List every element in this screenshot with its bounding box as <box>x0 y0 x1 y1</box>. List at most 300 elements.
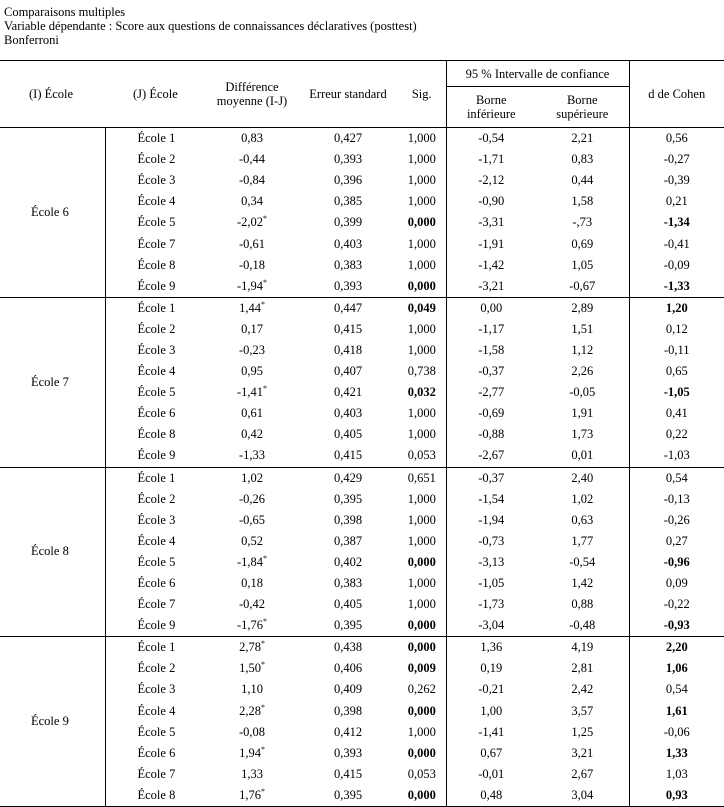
multiple-comparisons-table <box>0 60 724 807</box>
cell-upper-bound <box>536 764 629 785</box>
table-row <box>0 615 724 637</box>
cell-school-j <box>105 679 206 700</box>
table-row <box>0 297 724 319</box>
cell-mean-difference-value: -0,84 <box>238 173 266 188</box>
cell-cohen-d <box>629 785 724 807</box>
cell-lower-bound-value: -2,12 <box>478 173 505 188</box>
cell-lower-bound <box>446 722 536 743</box>
cell-upper-bound-value: 2,81 <box>571 661 594 676</box>
cell-sig <box>398 149 446 170</box>
table-row <box>0 170 724 191</box>
cell-lower-bound <box>446 233 536 254</box>
cell-lower-bound-value: -1,94 <box>478 512 505 527</box>
significance-star: * <box>263 553 268 563</box>
cell-cohen-d <box>629 170 724 191</box>
cell-sig <box>398 637 446 659</box>
cell-school-j-value: École 1 <box>137 640 176 655</box>
cell-cohen-d <box>629 361 724 382</box>
significance-star: * <box>263 277 268 287</box>
cell-std-error <box>298 552 398 573</box>
cell-upper-bound-value: 0,44 <box>571 173 594 188</box>
cell-upper-bound-value: 3,21 <box>571 745 594 760</box>
cell-sig-value: 0,000 <box>407 703 436 718</box>
table-row <box>0 701 724 722</box>
cell-sig <box>398 764 446 785</box>
header-std-error: Erreur standard <box>309 87 387 101</box>
cell-std-error <box>298 382 398 403</box>
cell-cohen-d-value: -0,93 <box>663 618 690 633</box>
cell-upper-bound-value: 2,21 <box>571 131 594 146</box>
cell-mean-difference-value: -0,08 <box>238 724 266 739</box>
cell-std-error <box>298 679 398 700</box>
cell-school-j-value: École 4 <box>137 703 176 718</box>
cell-std-error <box>298 276 398 298</box>
group-school-9 <box>0 637 724 807</box>
cell-lower-bound-value: 0,00 <box>480 300 503 315</box>
cell-mean-difference <box>206 403 298 424</box>
cell-cohen-d <box>629 679 724 700</box>
cell-lower-bound-value: -0,37 <box>478 470 505 485</box>
cell-sig-value: 1,000 <box>407 512 436 527</box>
cell-sig <box>398 467 446 489</box>
cell-school-j <box>105 170 206 191</box>
cell-upper-bound-value: 1,02 <box>571 491 594 506</box>
cell-mean-difference <box>206 424 298 445</box>
cell-school-j <box>105 361 206 382</box>
cell-sig-value: 0,738 <box>407 364 436 379</box>
cell-mean-difference-value: -0,61 <box>238 236 266 251</box>
cell-upper-bound-value: 1,12 <box>571 342 594 357</box>
cell-sig-value: 0,000 <box>407 278 436 293</box>
cell-school-j-value: École 9 <box>137 278 176 293</box>
group-school-6 <box>0 128 724 298</box>
cell-upper-bound <box>536 382 629 403</box>
cell-sig-value: 0,000 <box>407 618 436 633</box>
cell-sig <box>398 319 446 340</box>
cell-lower-bound-value: -0,69 <box>478 406 505 421</box>
cell-sig-value: 1,000 <box>407 257 436 272</box>
cell-school-j-value: École 3 <box>137 342 176 357</box>
cell-upper-bound-value: 2,40 <box>571 470 594 485</box>
cell-upper-bound <box>536 594 629 615</box>
cell-upper-bound-value: -,73 <box>572 215 593 230</box>
cell-sig <box>398 510 446 531</box>
cell-school-i: École 8 <box>0 467 105 637</box>
cell-upper-bound <box>536 445 629 467</box>
cell-std-error-value: 0,395 <box>333 787 363 802</box>
cell-school-j <box>105 403 206 424</box>
cell-mean-difference-value: 0,18 <box>241 576 263 591</box>
cell-sig <box>398 552 446 573</box>
cell-lower-bound <box>446 764 536 785</box>
cell-cohen-d-value: -0,39 <box>663 173 690 188</box>
cell-upper-bound <box>536 170 629 191</box>
cell-lower-bound-value: -1,91 <box>478 236 505 251</box>
cell-mean-difference-value: 0,52 <box>241 533 263 548</box>
cell-school-j-value: École 2 <box>137 152 176 167</box>
cell-mean-difference-value: -1,84 <box>236 554 264 569</box>
cell-school-j <box>105 297 206 319</box>
cell-std-error <box>298 637 398 659</box>
cell-mean-difference-value: 1,76 <box>239 787 261 802</box>
cell-std-error-value: 0,405 <box>333 427 363 442</box>
cell-sig-value: 1,000 <box>407 152 436 167</box>
cell-std-error <box>298 255 398 276</box>
cell-std-error-value: 0,406 <box>333 661 363 676</box>
cell-school-j-value: École 2 <box>137 491 176 506</box>
cell-mean-difference <box>206 191 298 212</box>
cell-std-error <box>298 510 398 531</box>
cell-std-error-value: 0,385 <box>333 194 363 209</box>
cell-lower-bound <box>446 149 536 170</box>
cell-cohen-d-value: 0,65 <box>665 364 688 379</box>
table-row <box>0 573 724 594</box>
cell-mean-difference-value: -0,18 <box>238 257 266 272</box>
cell-sig-value: 1,000 <box>407 342 436 357</box>
table-row <box>0 510 724 531</box>
cell-upper-bound <box>536 149 629 170</box>
cell-sig <box>398 489 446 510</box>
cell-school-j <box>105 191 206 212</box>
cell-lower-bound <box>446 212 536 233</box>
cell-mean-difference-value: -0,26 <box>238 491 266 506</box>
cell-upper-bound-value: 1,91 <box>571 406 594 421</box>
cell-lower-bound <box>446 531 536 552</box>
cell-sig <box>398 191 446 212</box>
cell-school-j-value: École 5 <box>137 215 176 230</box>
cell-sig-value: 0,000 <box>407 787 436 802</box>
cell-std-error-value: 0,398 <box>333 703 363 718</box>
header-mean-difference-line1: Différence <box>225 80 279 94</box>
cell-lower-bound <box>446 615 536 637</box>
cell-mean-difference <box>206 637 298 659</box>
cell-sig <box>398 297 446 319</box>
cell-lower-bound <box>446 403 536 424</box>
cell-cohen-d <box>629 340 724 361</box>
cell-mean-difference-value: 1,44 <box>239 300 261 315</box>
cell-mean-difference-value: -1,41 <box>236 385 264 400</box>
cell-mean-difference <box>206 658 298 679</box>
cell-cohen-d-value: 2,20 <box>665 640 688 655</box>
table-row <box>0 637 724 659</box>
cell-lower-bound-value: -0,73 <box>478 533 505 548</box>
cell-sig-value: 0,053 <box>407 448 436 463</box>
cell-school-j-value: École 7 <box>137 236 176 251</box>
cell-mean-difference <box>206 445 298 467</box>
cell-std-error-value: 0,395 <box>333 618 363 633</box>
cell-lower-bound-value: -0,21 <box>478 682 505 697</box>
cell-sig-value: 0,000 <box>407 215 436 230</box>
cell-cohen-d <box>629 552 724 573</box>
cell-cohen-d-value: 1,03 <box>665 766 688 781</box>
cell-cohen-d <box>629 722 724 743</box>
cell-cohen-d <box>629 424 724 445</box>
cell-std-error <box>298 212 398 233</box>
header-mean-difference <box>206 61 298 128</box>
cell-std-error-value: 0,418 <box>333 342 363 357</box>
cell-school-j <box>105 255 206 276</box>
cell-cohen-d-value: 1,20 <box>665 300 688 315</box>
cell-mean-difference <box>206 531 298 552</box>
cell-mean-difference-value: 1,50 <box>239 661 261 676</box>
cell-std-error <box>298 615 398 637</box>
cell-cohen-d-value: 0,56 <box>665 131 688 146</box>
cell-cohen-d <box>629 445 724 467</box>
cell-school-j-value: École 7 <box>137 766 176 781</box>
cell-school-j-value: École 5 <box>137 385 176 400</box>
cell-mean-difference-value: -2,02 <box>236 215 264 230</box>
cell-school-j-value: École 2 <box>137 321 176 336</box>
cell-cohen-d-value: 0,22 <box>665 427 688 442</box>
table-row <box>0 531 724 552</box>
cell-lower-bound-value: -0,90 <box>478 194 505 209</box>
cell-cohen-d-value: -1,34 <box>663 215 690 230</box>
cell-lower-bound <box>446 467 536 489</box>
cell-lower-bound <box>446 382 536 403</box>
cell-lower-bound-value: -3,04 <box>478 618 505 633</box>
cell-sig-value: 0,000 <box>407 640 436 655</box>
cell-upper-bound <box>536 255 629 276</box>
cell-std-error-value: 0,399 <box>333 215 363 230</box>
cell-cohen-d <box>629 615 724 637</box>
table-row <box>0 149 724 170</box>
cell-school-j-value: École 4 <box>137 194 176 209</box>
table-row <box>0 552 724 573</box>
cell-cohen-d-value: 1,33 <box>665 745 688 760</box>
cell-std-error-value: 0,421 <box>333 385 363 400</box>
table-row <box>0 489 724 510</box>
table-row <box>0 361 724 382</box>
cell-upper-bound-value: 2,89 <box>571 300 594 315</box>
table-row <box>0 722 724 743</box>
cell-lower-bound <box>446 594 536 615</box>
cell-std-error <box>298 128 398 150</box>
cell-cohen-d <box>629 573 724 594</box>
cell-sig-value: 0,049 <box>407 300 436 315</box>
cell-sig <box>398 170 446 191</box>
cell-upper-bound-value: 2,42 <box>571 682 594 697</box>
table-row <box>0 382 724 403</box>
cell-std-error-value: 0,396 <box>333 173 363 188</box>
cell-mean-difference <box>206 382 298 403</box>
cell-sig <box>398 594 446 615</box>
cell-sig-value: 1,000 <box>407 321 436 336</box>
cell-cohen-d-value: 0,54 <box>665 682 688 697</box>
cell-cohen-d-value: -0,26 <box>663 512 690 527</box>
cell-upper-bound-value: 4,19 <box>571 640 594 655</box>
cell-cohen-d <box>629 510 724 531</box>
cell-cohen-d <box>629 403 724 424</box>
cell-cohen-d-value: 0,09 <box>665 576 688 591</box>
cell-lower-bound-value: -3,21 <box>478 278 505 293</box>
cell-lower-bound <box>446 276 536 298</box>
cell-lower-bound-value: -1,05 <box>478 576 505 591</box>
cell-std-error <box>298 149 398 170</box>
header-mean-difference-line2: moyenne (I-J) <box>216 94 288 108</box>
cell-lower-bound <box>446 170 536 191</box>
cell-upper-bound <box>536 233 629 254</box>
cell-school-j <box>105 615 206 637</box>
cell-school-j-value: École 6 <box>137 745 176 760</box>
cell-mean-difference <box>206 701 298 722</box>
cell-cohen-d-value: -0,11 <box>663 342 690 357</box>
cell-std-error <box>298 403 398 424</box>
table-row <box>0 764 724 785</box>
cell-mean-difference-value: 0,83 <box>241 131 263 146</box>
cell-mean-difference-value: 0,42 <box>241 427 263 442</box>
cell-mean-difference <box>206 594 298 615</box>
cell-upper-bound <box>536 489 629 510</box>
cell-mean-difference <box>206 170 298 191</box>
caption-title: Comparaisons multiples <box>4 5 126 19</box>
cell-std-error-value: 0,427 <box>333 131 363 146</box>
cell-school-j-value: École 8 <box>137 427 176 442</box>
caption-method: Bonferroni <box>4 33 59 47</box>
cell-mean-difference <box>206 212 298 233</box>
cell-mean-difference <box>206 276 298 298</box>
cell-cohen-d <box>629 149 724 170</box>
cell-lower-bound-value: 0,19 <box>480 661 503 676</box>
cell-sig <box>398 573 446 594</box>
cell-upper-bound <box>536 785 629 807</box>
cell-sig-value: 1,000 <box>407 724 436 739</box>
table-row <box>0 424 724 445</box>
cell-upper-bound-value: 1,77 <box>571 533 594 548</box>
cell-lower-bound <box>446 361 536 382</box>
cell-cohen-d-value: 0,41 <box>665 406 688 421</box>
cell-lower-bound <box>446 552 536 573</box>
cell-lower-bound <box>446 785 536 807</box>
table-header <box>0 61 724 128</box>
cell-sig-value: 1,000 <box>407 236 436 251</box>
cell-school-j <box>105 340 206 361</box>
cell-mean-difference <box>206 615 298 637</box>
cell-sig-value: 1,000 <box>407 173 436 188</box>
header-sig: Sig. <box>411 87 432 101</box>
cell-std-error <box>298 233 398 254</box>
cell-school-j-value: École 8 <box>137 257 176 272</box>
cell-lower-bound <box>446 743 536 764</box>
cell-cohen-d <box>629 531 724 552</box>
cell-school-j-value: École 3 <box>137 512 176 527</box>
cell-cohen-d <box>629 637 724 659</box>
cell-mean-difference-value: 2,28 <box>239 703 261 718</box>
cell-mean-difference-value: 1,10 <box>241 682 263 697</box>
cell-mean-difference-value: 0,61 <box>241 406 263 421</box>
significance-star: * <box>260 660 265 670</box>
cell-school-j <box>105 467 206 489</box>
cell-lower-bound <box>446 679 536 700</box>
cell-sig-value: 0,000 <box>407 745 436 760</box>
cell-school-i: École 6 <box>0 128 105 298</box>
significance-star: * <box>260 744 265 754</box>
cell-school-j-value: École 3 <box>137 173 176 188</box>
cell-mean-difference-value: 0,95 <box>241 364 263 379</box>
cell-mean-difference <box>206 743 298 764</box>
cell-cohen-d <box>629 594 724 615</box>
cell-mean-difference <box>206 552 298 573</box>
cell-lower-bound <box>446 573 536 594</box>
cell-mean-difference-value: -0,65 <box>238 512 266 527</box>
header-school-i: (I) École <box>29 87 74 101</box>
cell-mean-difference <box>206 128 298 150</box>
cell-std-error <box>298 701 398 722</box>
cell-sig <box>398 743 446 764</box>
cell-cohen-d <box>629 233 724 254</box>
cell-cohen-d-value: -1,33 <box>663 278 690 293</box>
cell-lower-bound-value: -0,37 <box>478 364 505 379</box>
cell-std-error-value: 0,438 <box>333 640 363 655</box>
cell-std-error <box>298 531 398 552</box>
cell-school-j <box>105 764 206 785</box>
cell-std-error <box>298 594 398 615</box>
cell-mean-difference-value: -0,44 <box>238 152 266 167</box>
cell-std-error-value: 0,387 <box>333 533 363 548</box>
cell-std-error <box>298 297 398 319</box>
header-lower-bound: Borne inférieure <box>446 87 536 128</box>
cell-sig-value: 1,000 <box>407 194 436 209</box>
cell-std-error <box>298 722 398 743</box>
cell-lower-bound <box>446 637 536 659</box>
table-row <box>0 743 724 764</box>
table-row <box>0 212 724 233</box>
cell-upper-bound <box>536 637 629 659</box>
header-school-j: (J) École <box>133 87 178 101</box>
cell-upper-bound-value: -0,54 <box>569 554 596 569</box>
cell-upper-bound-value: 3,04 <box>571 787 594 802</box>
cell-std-error-value: 0,415 <box>333 766 363 781</box>
cell-sig <box>398 785 446 807</box>
cell-upper-bound <box>536 552 629 573</box>
cell-sig <box>398 276 446 298</box>
cell-upper-bound <box>536 276 629 298</box>
cell-school-j-value: École 7 <box>137 597 176 612</box>
cell-std-error <box>298 445 398 467</box>
cell-mean-difference <box>206 785 298 807</box>
cell-mean-difference-value: -0,42 <box>238 597 266 612</box>
cell-std-error-value: 0,383 <box>333 576 363 591</box>
cell-std-error <box>298 319 398 340</box>
cell-sig-value: 1,000 <box>407 491 436 506</box>
cell-mean-difference <box>206 764 298 785</box>
cell-school-j <box>105 445 206 467</box>
cell-sig-value: 0,053 <box>407 766 436 781</box>
cell-std-error <box>298 424 398 445</box>
cell-lower-bound-value: -1,71 <box>478 152 505 167</box>
cell-upper-bound <box>536 297 629 319</box>
table-row <box>0 594 724 615</box>
cell-std-error <box>298 785 398 807</box>
cell-sig <box>398 255 446 276</box>
cell-school-j <box>105 489 206 510</box>
cell-lower-bound-value: 1,36 <box>480 640 503 655</box>
cell-mean-difference-value: 1,33 <box>241 766 263 781</box>
cell-upper-bound <box>536 510 629 531</box>
cell-sig-value: 1,000 <box>407 406 436 421</box>
cell-school-j <box>105 319 206 340</box>
significance-star: * <box>263 214 268 224</box>
cell-school-i: École 7 <box>0 297 105 467</box>
cell-school-j-value: École 1 <box>137 470 176 485</box>
cell-mean-difference <box>206 149 298 170</box>
cell-upper-bound <box>536 531 629 552</box>
cell-sig-value: 0,000 <box>407 554 436 569</box>
cell-mean-difference-value: 1,02 <box>241 470 263 485</box>
cell-cohen-d-value: 0,93 <box>665 787 688 802</box>
cell-mean-difference <box>206 319 298 340</box>
cell-std-error-value: 0,383 <box>333 257 363 272</box>
cell-cohen-d <box>629 255 724 276</box>
